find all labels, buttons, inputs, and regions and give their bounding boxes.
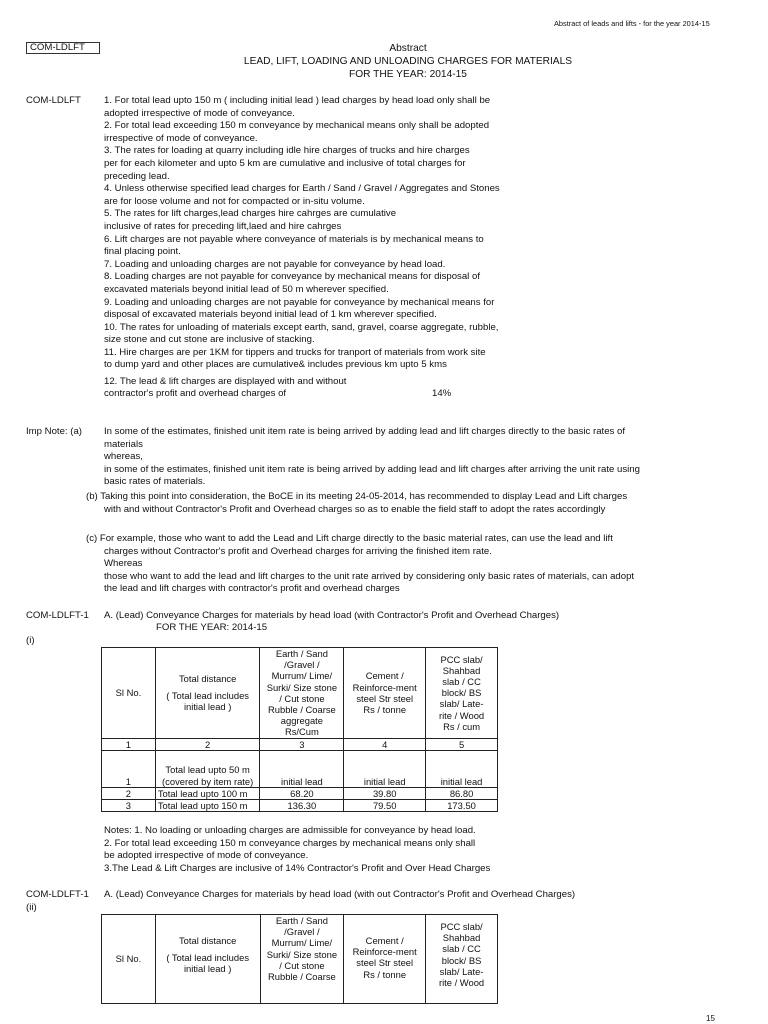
table-row — [102, 800, 498, 812]
note-line: whereas, — [104, 451, 143, 463]
header-earth-line: Surki/ Size stone — [266, 681, 338, 693]
header-cement-line: Rs / tonne — [363, 968, 407, 980]
note-line: In some of the estimates, finished unit item rate is being arrived by adding lead and lift charges directly to the basic rates of — [104, 426, 626, 437]
rule-line: final placing point. — [104, 246, 181, 258]
imp-note-a — [104, 426, 640, 489]
rule-line: 4. Unless otherwise specified lead charges for Earth / Sand / Gravel / Aggregates and Stones — [104, 183, 500, 195]
header-earth-line: / Cut stone — [279, 692, 325, 704]
note-line: 3.The Lead & Lift Charges are inclusive of 14% Contractor's Profit and Over Head Charges — [104, 862, 491, 874]
row-distance: Total lead upto 150 m — [155, 800, 260, 812]
header-distance-line: Total distance — [179, 935, 237, 946]
rule-line: 1. For total lead upto 150 m ( including initial lead ) lead charges by head load only shall be — [104, 95, 491, 106]
rule-line: 5. The rates for lift charges,lead charges hire cahrges are cumulative — [104, 208, 397, 220]
header-distance-line: initial lead ) — [183, 701, 232, 713]
rule-line: excavated materials beyond initial lead of 50 m wherever specified. — [104, 283, 389, 295]
rule-line: inclusive of rates for preceding lift,laed and hire cahrges — [104, 220, 342, 232]
header-pcc-line: PCC slab/ — [440, 653, 483, 665]
header-distance-line: Total distance — [178, 673, 237, 684]
rule-line: 11. Hire charges are per 1KM for tippers and trucks for tranport of materials from work site — [104, 346, 486, 358]
row-cement: 39.80 — [344, 787, 426, 799]
imp-note-c — [86, 533, 634, 596]
note-line: the lead and lift charges with contractor's profit and overhead charges — [104, 583, 400, 595]
row-distance: Total lead upto 100 m — [155, 787, 260, 799]
header-earth-line: Earth / Sand — [275, 915, 328, 926]
header-distance — [155, 915, 260, 1004]
header-pcc-line: rite / Wood — [438, 709, 485, 721]
header-cement-line: Reinforce-ment — [352, 681, 417, 693]
header-distance-line: initial lead ) — [183, 963, 232, 975]
lead-charges-table-with-cp — [101, 647, 498, 812]
header-slno: Sl No. — [102, 915, 156, 1004]
rule-12-line1: 12. The lead & lift charges are displayed with and without — [104, 376, 347, 387]
note-line: materials — [104, 438, 143, 450]
page-number: 15 — [706, 1014, 715, 1023]
header-pcc-line: slab / CC — [442, 676, 481, 687]
rule-line: 6. Lift charges are not payable where conveyance of materials is by mechanical means to — [104, 233, 484, 245]
doc-code: COM-LDLFT — [26, 42, 100, 54]
rule-line: 9. Loading and unloading charges are not payable for conveyance by mechanical means for — [104, 296, 495, 308]
section2-code: COM-LDLFT-1 — [26, 889, 89, 900]
header-pcc-line: slab / CC — [442, 943, 481, 955]
rule-12-percent: 14% — [432, 388, 452, 399]
note-line: basic rates of materials. — [104, 476, 206, 488]
note-line: be adopted irrespective of mode of conveyance. — [104, 850, 309, 862]
rule-line: preceding lead. — [104, 170, 170, 182]
rule-line: per for each kilometer and upto 5 km are cumulative and inclusive of total charges for — [104, 157, 466, 169]
col-number: 2 — [155, 738, 260, 750]
note-line: those who want to add the lead and lift charges to the unit rate arrived by considering only basic rates of materials, can adopt — [104, 570, 635, 582]
title-main: LEAD, LIFT, LOADING AND UNLOADING CHARGES FOR MATERIALS — [243, 56, 573, 67]
row-distance-line: (covered by item rate) — [162, 775, 254, 787]
rule-line: 7. Loading and unloading charges are not payable for conveyance by head load. — [104, 258, 446, 270]
header-distance-line: ( Total lead includes — [166, 690, 249, 702]
note-line: (c) For example, those who want to add the Lead and Lift charge directly to the basic material rates, can use the lead and lift — [86, 533, 613, 544]
header-cement-line: steel Str steel — [356, 957, 414, 969]
col-number: 3 — [260, 738, 344, 750]
header-earth-line: /Gravel / — [284, 659, 320, 671]
row-pcc: 86.80 — [426, 787, 498, 799]
rule-line: size stone and cut stone are inclusive of stacking. — [104, 334, 315, 346]
header-distance — [155, 648, 260, 739]
header-cement — [344, 648, 426, 739]
rule-line: are for loose volume and not for compacted or in-situ volume. — [104, 195, 365, 207]
section2-title: A. (Lead) Conveyance Charges for materials by head load (with out Contractor's Profit and Overhead Charges) — [104, 889, 576, 900]
header-earth-line: Murrum/ Lime/ — [271, 937, 333, 949]
header-earth-line: /Gravel / — [284, 926, 320, 938]
header-earth-line: / Cut stone — [279, 959, 325, 971]
section2-sub: (ii) — [26, 902, 37, 913]
rule-line: irrespective of mode of conveyance. — [104, 132, 258, 144]
rule-12-line2: contractor's profit and overhead charges of — [104, 388, 287, 399]
header-earth-line: aggregate — [280, 715, 323, 727]
section1-notes — [104, 825, 490, 875]
section1-year: FOR THE YEAR: 2014-15 — [156, 622, 268, 633]
header-pcc — [426, 648, 498, 739]
col-number: 4 — [344, 738, 426, 750]
header-pcc-line: rite / Wood — [438, 977, 485, 989]
header-pcc-line: slab/ Late- — [439, 698, 484, 710]
rule-line: 8. Loading charges are not payable for conveyance by mechanical means for disposal of — [104, 271, 480, 283]
row-slno: 2 — [102, 787, 156, 799]
header-earth-line: Earth / Sand — [275, 648, 328, 659]
header-earth-line: Rubble / Coarse — [268, 704, 336, 716]
table-row — [102, 750, 498, 787]
note-line: (b) Taking this point into consideration, the BoCE in its meeting 24-05-2014, has recommended to display Lead and Lift charges — [86, 491, 628, 502]
rules-code: COM-LDLFT — [26, 95, 81, 106]
row-cement: initial lead — [344, 750, 426, 787]
note-line: Notes: 1. No loading or unloading charges are admissible for conveyance by head load. — [104, 825, 476, 836]
rule-line: to dump yard and other places are cumulative& includes previous km upto 5 kms — [104, 359, 447, 371]
rules-list — [104, 95, 500, 372]
header-earth — [260, 915, 344, 1004]
header-cement-line: Cement / — [365, 935, 404, 946]
note-line: in some of the estimates, finished unit item rate is being arrived by adding lead and lift charges after arriving the unit rate using — [104, 463, 640, 475]
header-cement-line: Reinforce-ment — [352, 946, 417, 958]
rule-line: 3. The rates for loading at quarry including idle hire charges of trucks and hire charges — [104, 145, 470, 157]
imp-note-b — [86, 491, 627, 516]
row-pcc: 173.50 — [426, 800, 498, 812]
row-slno: 1 — [102, 750, 156, 787]
row-slno: 3 — [102, 800, 156, 812]
title-year: FOR THE YEAR: 2014-15 — [349, 69, 467, 80]
header-pcc — [426, 915, 498, 1004]
header-distance-line: ( Total lead includes — [166, 952, 250, 964]
header-earth-line: Murrum/ Lime/ — [271, 670, 333, 682]
rule-line: 2. For total lead exceeding 150 m conveyance by mechanical means only shall be adopted — [104, 120, 490, 132]
rule-line: disposal of excavated materials beyond initial lead of 1 km wherever specified. — [104, 309, 437, 321]
title-abstract: Abstract — [389, 43, 427, 54]
section1-sub: (i) — [26, 635, 35, 646]
section1-code: COM-LDLFT-1 — [26, 610, 89, 621]
page-clip — [0, 1013, 768, 1024]
header-pcc-line: Rs / cum — [443, 720, 481, 732]
running-header: Abstract of leads and lifts - for the year 2014-15 — [554, 19, 710, 28]
header-pcc-line: slab/ Late- — [439, 965, 484, 977]
note-line: Whereas — [104, 558, 143, 570]
row-distance — [155, 750, 260, 787]
section1-title: A. (Lead) Conveyance Charges for materials by head load (with Contractor's Profit and Overhead Charges) — [104, 610, 560, 621]
header-pcc-line: block/ BS — [441, 954, 482, 966]
doc-title — [200, 42, 616, 81]
header-pcc-line: Shahbad — [442, 664, 481, 676]
row-cement: 79.50 — [344, 800, 426, 812]
header-earth-line: Surki/ Size stone — [266, 948, 338, 960]
note-line: with and without Contractor's Profit and Overhead charges so as to enable the field staff to adopt the rates accordingly — [104, 503, 606, 515]
header-earth — [260, 648, 344, 739]
header-earth-line: Rs/Cum — [284, 726, 319, 738]
header-pcc-line: PCC slab/ — [440, 921, 483, 932]
table-row — [102, 787, 498, 799]
col-number: 1 — [102, 738, 156, 750]
row-earth: 136.30 — [260, 800, 344, 812]
note-line: charges without Contractor's profit and Overhead charges for arriving the finished item rate. — [104, 545, 492, 557]
header-pcc-line: block/ BS — [441, 687, 482, 699]
header-slno: Sl No. — [102, 648, 156, 739]
header-cement-line: Cement / — [365, 670, 404, 682]
rule-line: 10. The rates for unloading of materials except earth, sand, gravel, coarse aggregate, rubble, — [104, 321, 499, 333]
rule-line: adopted irrespective of mode of conveyance. — [104, 107, 295, 119]
row-earth: initial lead — [260, 750, 344, 787]
note-line: 2. For total lead exceeding 150 m conveyance charges by mechanical means only shall — [104, 837, 476, 849]
header-cement — [344, 915, 426, 1004]
imp-note-label: Imp Note: (a) — [26, 426, 82, 437]
lead-charges-table-without-cp — [101, 914, 498, 1004]
col-number: 5 — [426, 738, 498, 750]
header-cement-line: steel Str steel — [356, 692, 414, 704]
row-pcc: initial lead — [426, 750, 498, 787]
header-pcc-line: Shahbad — [442, 932, 481, 944]
row-distance-line: Total lead upto 50 m — [165, 764, 250, 776]
header-cement-line: Rs / tonne — [363, 704, 407, 716]
header-earth-line: Rubble / Coarse — [268, 971, 336, 983]
row-earth: 68.20 — [260, 787, 344, 799]
